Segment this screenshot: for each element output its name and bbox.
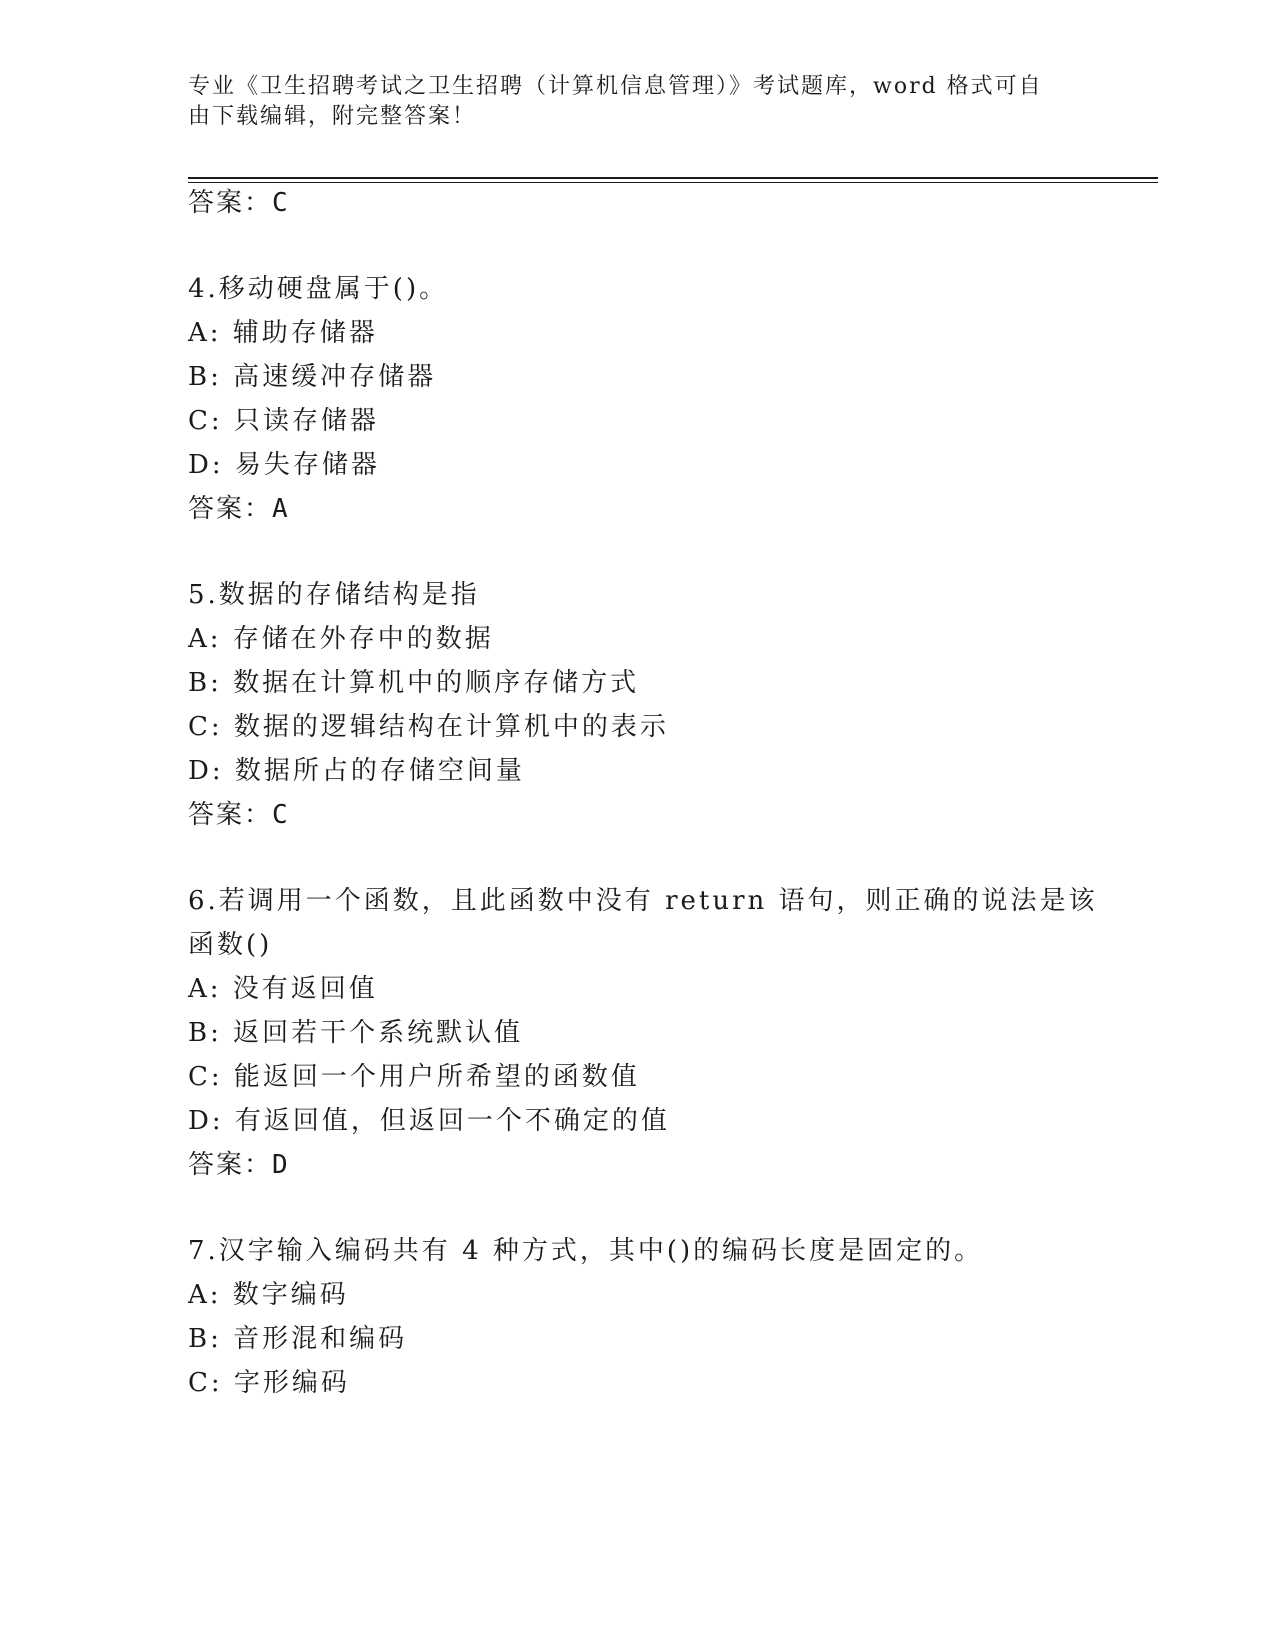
header-divider-thin bbox=[188, 182, 1158, 183]
header-line-2: 由下载编辑，附完整答案！ bbox=[188, 104, 477, 129]
q6-stem-line-1: 6.若调用一个函数，且此函数中没有 return 语句，则正确的说法是该 bbox=[188, 886, 1098, 916]
header-line-1: 专业《卫生招聘考试之卫生招聘（计算机信息管理）》考试题库，word 格式可自 bbox=[188, 74, 1043, 99]
q7-option-a: A: 数字编码 bbox=[188, 1280, 349, 1310]
answer-label: 答案： bbox=[188, 1150, 273, 1180]
q7-option-b: B: 音形混和编码 bbox=[188, 1324, 408, 1354]
q7-stem: 7.汉字输入编码共有 4 种方式，其中()的编码长度是固定的。 bbox=[188, 1236, 984, 1266]
q3-answer bbox=[188, 186, 290, 220]
q4-answer bbox=[188, 492, 290, 526]
q5-option-a: A: 存储在外存中的数据 bbox=[188, 624, 494, 654]
answer-letter: D bbox=[272, 1150, 290, 1180]
q6-answer bbox=[188, 1148, 290, 1182]
q4-option-a: A: 辅助存储器 bbox=[188, 318, 378, 348]
q4-stem: 4.移动硬盘属于()。 bbox=[188, 274, 449, 304]
q4-option-b: B: 高速缓冲存储器 bbox=[188, 362, 437, 392]
q5-option-c: C: 数据的逻辑结构在计算机中的表示 bbox=[188, 712, 669, 742]
answer-letter: C bbox=[272, 800, 290, 830]
q4-option-c: C: 只读存储器 bbox=[188, 406, 379, 436]
q6-stem-line-2: 函数() bbox=[188, 930, 273, 960]
q6-option-b: B: 返回若干个系统默认值 bbox=[188, 1018, 524, 1048]
q6-option-c: C: 能返回一个用户所希望的函数值 bbox=[188, 1062, 640, 1092]
q5-option-d: D: 数据所占的存储空间量 bbox=[188, 756, 525, 786]
answer-label: 答案： bbox=[188, 494, 273, 524]
document-header bbox=[188, 72, 1068, 132]
q4-option-d: D: 易失存储器 bbox=[188, 450, 380, 480]
header-divider-thick bbox=[188, 177, 1158, 179]
q5-option-b: B: 数据在计算机中的顺序存储方式 bbox=[188, 668, 640, 698]
answer-letter: A bbox=[272, 494, 290, 524]
answer-label: 答案： bbox=[188, 800, 273, 830]
answer-letter: C bbox=[272, 188, 290, 218]
answer-label: 答案： bbox=[188, 188, 273, 218]
q5-stem: 5.数据的存储结构是指 bbox=[188, 580, 480, 610]
q5-answer bbox=[188, 798, 290, 832]
q6-option-a: A: 没有返回值 bbox=[188, 974, 378, 1004]
q7-option-c: C: 字形编码 bbox=[188, 1368, 350, 1398]
q6-option-d: D: 有返回值，但返回一个不确定的值 bbox=[188, 1106, 670, 1136]
